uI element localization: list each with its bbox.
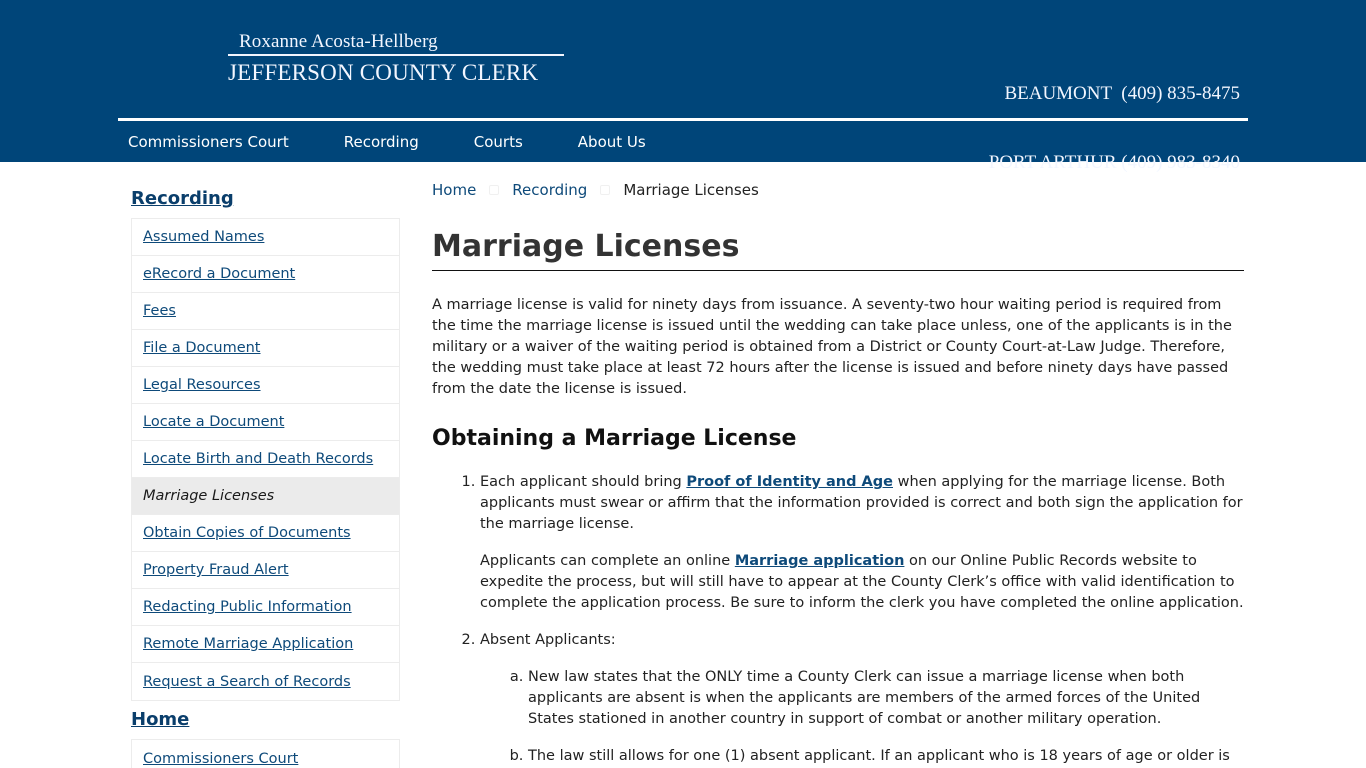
sidebar-link[interactable]: Property Fraud Alert <box>143 562 289 578</box>
breadcrumb-recording[interactable]: Recording <box>512 181 588 199</box>
sidebar-item-remote-marriage[interactable] <box>132 626 399 663</box>
intro-paragraph: A marriage license is valid for ninety days from issuance. A seventy-two hour waiting period is required from the time the marriage license is issued until the wedding can take place unless, one of the applicants is in the military or a waiver of the waiting period is obtained from a District or County Court-at-Law Judge. Therefore, the wedding must take place at least 72 hours after the license is issued and before ninety days have passed from the date the license is issued. <box>432 297 1232 397</box>
steps-list <box>432 472 1244 767</box>
logo-clerk-name: Roxanne Acosta-Hellberg <box>239 31 438 52</box>
breadcrumb-separator-icon <box>489 185 499 195</box>
breadcrumb-home[interactable]: Home <box>432 181 477 199</box>
marriage-application-link[interactable]: Marriage application <box>734 553 905 569</box>
sidebar-link[interactable]: eRecord a Document <box>143 266 296 282</box>
sidebar-item-legal-resources[interactable] <box>132 367 399 404</box>
nav-courts[interactable]: Courts <box>473 133 523 151</box>
text: Applicants can complete an online <box>480 553 735 569</box>
sidebar-link[interactable]: Locate Birth and Death Records <box>143 451 374 467</box>
sidebar-item-property-fraud[interactable] <box>132 552 399 589</box>
main-nav <box>128 132 646 152</box>
sidebar-link[interactable]: Legal Resources <box>143 377 261 393</box>
sidebar-heading-recording[interactable]: Recording <box>131 188 234 209</box>
nav-recording[interactable]: Recording <box>343 133 419 151</box>
sidebar-active-label: Marriage Licenses <box>143 488 275 504</box>
sidebar-home-list <box>131 739 400 768</box>
phone-port-arthur: PORT ARTHUR (409) 983-8340 <box>988 152 1240 173</box>
step1-paragraph <box>480 472 1244 535</box>
proof-of-identity-link[interactable]: Proof of Identity and Age <box>686 474 893 490</box>
sidebar-link[interactable]: Request a Search of Records <box>143 673 351 690</box>
text: when applying for the marriage license. Both applicants must swear or affirm that the information provided is correct and both sign the application for the marriage license. <box>480 474 1243 532</box>
absent-applicants-label: Absent Applicants: <box>480 632 616 648</box>
step-item <box>480 472 1244 614</box>
breadcrumb <box>432 176 1244 204</box>
step-item <box>480 630 1244 767</box>
sidebar-link[interactable]: Redacting Public Information <box>143 599 352 615</box>
sidebar-link[interactable]: Obtain Copies of Documents <box>143 525 351 541</box>
sidebar-item-commissioners-court[interactable] <box>132 740 399 768</box>
logo-title: JEFFERSON COUNTY CLERK <box>228 60 539 85</box>
sidebar <box>131 186 400 768</box>
sidebar-link[interactable]: Locate a Document <box>143 414 285 430</box>
sidebar-link[interactable]: Remote Marriage Application <box>143 636 354 652</box>
sidebar-item-locate-document[interactable] <box>132 404 399 441</box>
main-content <box>432 176 1244 768</box>
text: Each applicant should bring <box>480 474 687 490</box>
site-logo[interactable] <box>228 30 564 90</box>
sidebar-recording-list <box>131 218 400 701</box>
section-heading: Obtaining a Marriage License <box>432 426 797 451</box>
nav-commissioners-court[interactable]: Commissioners Court <box>128 133 289 151</box>
absent-item-b: b. The law still allows for one (1) absent applicant. If an applicant who is 18 years of age or older is <box>528 746 1244 767</box>
sidebar-item-request-search[interactable] <box>132 663 399 700</box>
sidebar-link[interactable]: File a Document <box>143 340 261 356</box>
sidebar-link[interactable]: Fees <box>143 303 176 319</box>
sidebar-link[interactable]: Commissioners Court <box>143 750 299 767</box>
nav-about-us[interactable]: About Us <box>577 133 646 151</box>
sidebar-item-redacting[interactable] <box>132 589 399 626</box>
phone-beaumont: BEAUMONT (409) 835-8475 <box>1004 83 1240 104</box>
text: on our Online Public Records website to expedite the process, but will still have to appear at the County Clerk’s office with valid identification to complete the application process. Be sure to inform the clerk you have completed the online application. <box>480 553 1244 611</box>
site-header <box>0 0 1366 173</box>
nav-divider <box>118 118 1248 121</box>
breadcrumb-separator-icon <box>600 185 610 195</box>
sidebar-item-fees[interactable] <box>132 293 399 330</box>
absent-applicants-list <box>480 667 1244 767</box>
sidebar-link[interactable]: Assumed Names <box>143 229 265 245</box>
sidebar-item-birth-death-records[interactable] <box>132 441 399 478</box>
sidebar-heading-home[interactable]: Home <box>131 709 190 730</box>
sidebar-item-obtain-copies[interactable] <box>132 515 399 552</box>
sidebar-item-file-document[interactable] <box>132 330 399 367</box>
breadcrumb-current: Marriage Licenses <box>623 181 759 199</box>
sidebar-item-marriage-licenses <box>132 478 399 515</box>
sidebar-item-erecord[interactable] <box>132 256 399 293</box>
step1-online-paragraph <box>480 551 1244 614</box>
absent-item-a: a. New law states that the ONLY time a County Clerk can issue a marriage license when both applicants are absent is when the applicants are members of the armed forces of the United States stationed in another country in support of combat or another military operation. <box>528 667 1244 730</box>
sidebar-item-assumed-names[interactable] <box>132 219 399 256</box>
page-title: Marriage Licenses <box>432 228 1244 271</box>
